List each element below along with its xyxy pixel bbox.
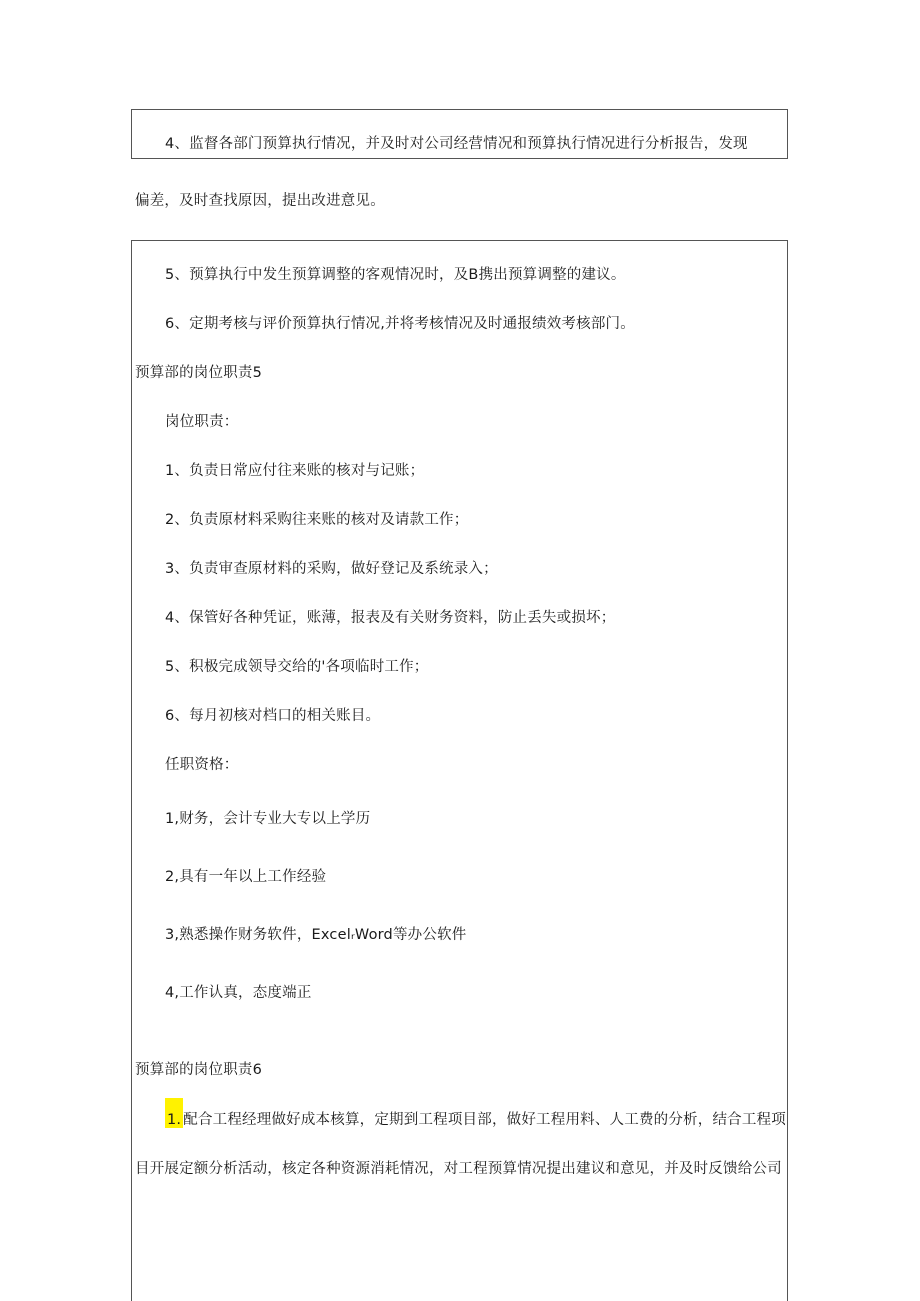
duty-item: 5、积极完成领导交给的'各项临时工作； <box>165 659 429 675</box>
section-6-item-1-line-1 <box>165 1110 786 1130</box>
item-6: 6、定期考核与评价预算执行情况,并将考核情况及时通报绩效考核部门。 <box>165 316 635 332</box>
duty-item: 3、负责审查原材料的采购，做好登记及系统录入； <box>165 561 498 577</box>
item-4-line-1: 4、监督各部门预算执行情况，并及时对公司经营情况和预算执行情况进行分析报告，发现 <box>165 136 748 152</box>
duty-item: 2、负责原材料采购往来账的核对及请款工作； <box>165 512 469 528</box>
qualification-item: 1,财务，会计专业大专以上学历 <box>165 811 371 827</box>
highlighted-item-number: 1. <box>165 1098 183 1128</box>
section-6-item-1-line-2: 目开展定额分析活动，核定各种资源消耗情况，对工程预算情况提出建议和意见，并及时反馈给公司 <box>135 1161 782 1177</box>
qualification-item: 4,工作认真，态度端正 <box>165 985 312 1001</box>
qualification-item: 2,具有一年以上工作经验 <box>165 869 327 885</box>
qualification-item: 3,熟悉操作财务软件，ExcelᵣWord等办公软件 <box>165 927 467 943</box>
duties-heading: 岗位职责： <box>165 414 239 430</box>
duty-item: 6、每月初核对档口的相关账目。 <box>165 708 381 724</box>
section-5-title: 预算部的岗位职责5 <box>135 365 263 381</box>
item-1-text: 配合工程经理做好成本核算，定期到工程项目部，做好工程用料、人工费的分析，结合工程项 <box>183 1112 786 1128</box>
item-4-line-2: 偏差，及时查找原因，提出改进意见。 <box>135 193 385 209</box>
section-6-title: 预算部的岗位职责6 <box>135 1062 263 1078</box>
item-5: 5、预算执行中发生预算调整的客观情况时，及B携出预算调整的建议。 <box>165 267 626 283</box>
duty-item: 4、保管好各种凭证，账薄，报表及有关财务资料，防止丢失或损坏； <box>165 610 616 626</box>
duty-item: 1、负责日常应付往来账的核对与记账； <box>165 463 425 479</box>
qualifications-heading: 任职资格： <box>165 757 239 773</box>
